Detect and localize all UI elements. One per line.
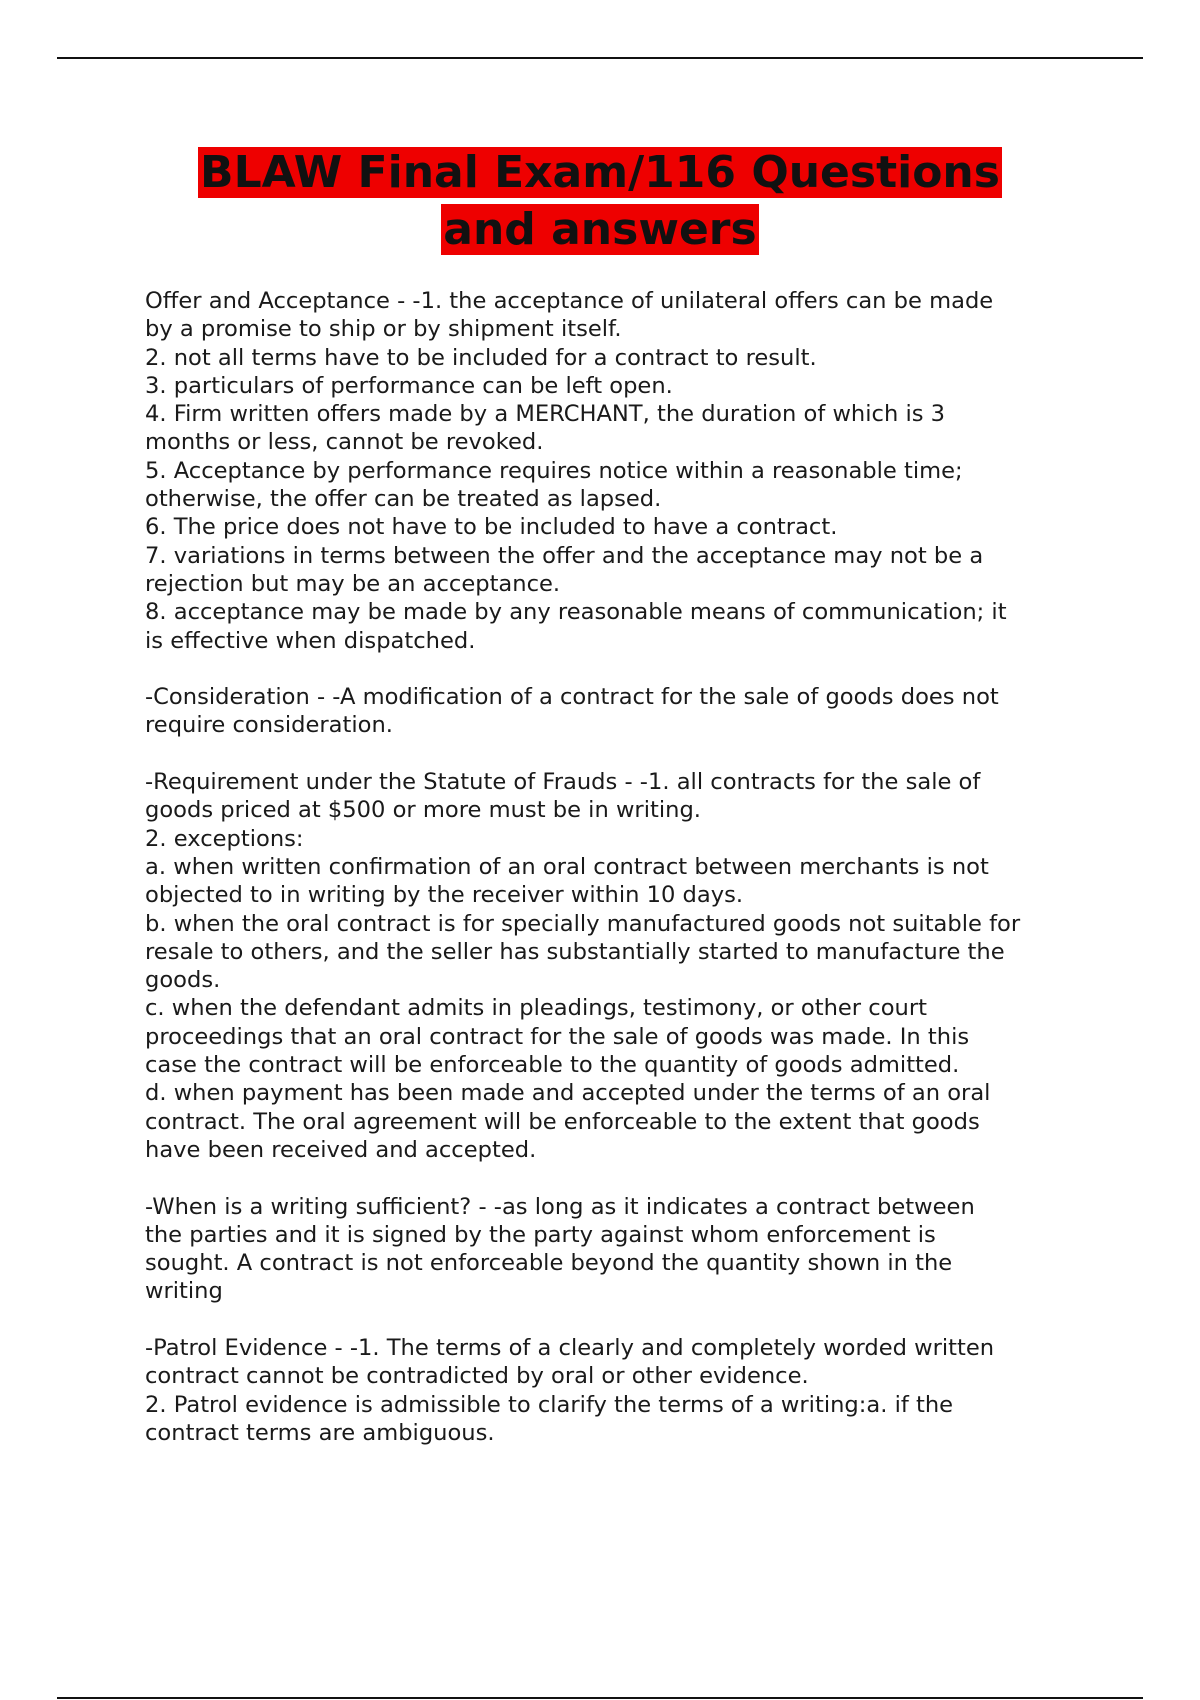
title-line-1: BLAW Final Exam/116 Questions [200,147,1000,198]
qa-line: -Consideration - -A modification of a contract for the sale of goods does not [145,684,999,711]
qa-line: writing [145,1278,223,1305]
qa-item [145,683,1095,740]
qa-line: 2. exceptions: [145,825,304,852]
qa-line: rejection but may be an acceptance. [145,570,561,597]
qa-line: resale to others, and the seller has substantially started to manufacture the [145,938,1005,965]
qa-line: the parties and it is signed by the party against whom enforcement is [145,1221,936,1248]
qa-line: 2. not all terms have to be included for a contract to result. [145,344,817,371]
qa-line: 3. particulars of performance can be left open. [145,372,673,399]
qa-line: 7. variations in terms between the offer and the acceptance may not be a [145,542,984,569]
document-title [100,144,1100,258]
qa-line: months or less, cannot be revoked. [145,429,544,456]
qa-item [145,287,1095,655]
qa-line: contract terms are ambiguous. [145,1419,495,1446]
qa-line: b. when the oral contract is for specially manufactured goods not suitable for [145,910,1021,937]
qa-line: contract cannot be contradicted by oral or other evidence. [145,1363,809,1390]
qa-line: a. when written confirmation of an oral contract between merchants is not [145,853,989,880]
qa-line: 5. Acceptance by performance requires notice within a reasonable time; [145,457,963,484]
qa-line: d. when payment has been made and accepted under the terms of an oral [145,1080,991,1107]
qa-line: 2. Patrol evidence is admissible to clarify the terms of a writing:a. if the [145,1391,954,1418]
title-line-2: and answers [443,204,757,255]
qa-line: otherwise, the offer can be treated as lapsed. [145,486,662,513]
qa-item [145,1334,1095,1447]
qa-line: Offer and Acceptance - -1. the acceptance of unilateral offers can be made [145,288,994,314]
qa-line: c. when the defendant admits in pleadings, testimony, or other court [145,995,927,1022]
qa-line: have been received and accepted. [145,1136,537,1163]
bottom-rule [57,1697,1143,1699]
qa-item [145,1193,1095,1306]
qa-line: objected to in writing by the receiver within 10 days. [145,882,744,909]
qa-line: sought. A contract is not enforceable beyond the quantity shown in the [145,1250,953,1277]
qa-line: -When is a writing sufficient? - -as long as it indicates a contract between [145,1193,975,1220]
qa-line: proceedings that an oral contract for the sale of goods was made. In this [145,1023,970,1050]
qa-line: -Patrol Evidence - -1. The terms of a clearly and completely worded written [145,1334,995,1361]
qa-line: goods priced at $500 or more must be in writing. [145,797,701,824]
qa-line: -Requirement under the Statute of Frauds - -1. all contracts for the sale of [145,769,981,796]
qa-line: goods. [145,967,221,994]
qa-line: 8. acceptance may be made by any reasonable means of communication; it [145,599,1007,626]
qa-line: require consideration. [145,712,393,739]
qa-line: case the contract will be enforceable to the quantity of goods admitted. [145,1052,960,1079]
qa-line: is effective when dispatched. [145,627,476,654]
qa-item [145,768,1095,1164]
qa-line: 6. The price does not have to be included to have a contract. [145,514,838,541]
qa-line: contract. The oral agreement will be enforceable to the extent that goods [145,1108,980,1135]
top-rule [57,57,1143,59]
qa-content [145,287,1095,1475]
qa-line: by a promise to ship or by shipment itself. [145,316,622,343]
qa-line: 4. Firm written offers made by a MERCHANT, the duration of which is 3 [145,401,946,428]
